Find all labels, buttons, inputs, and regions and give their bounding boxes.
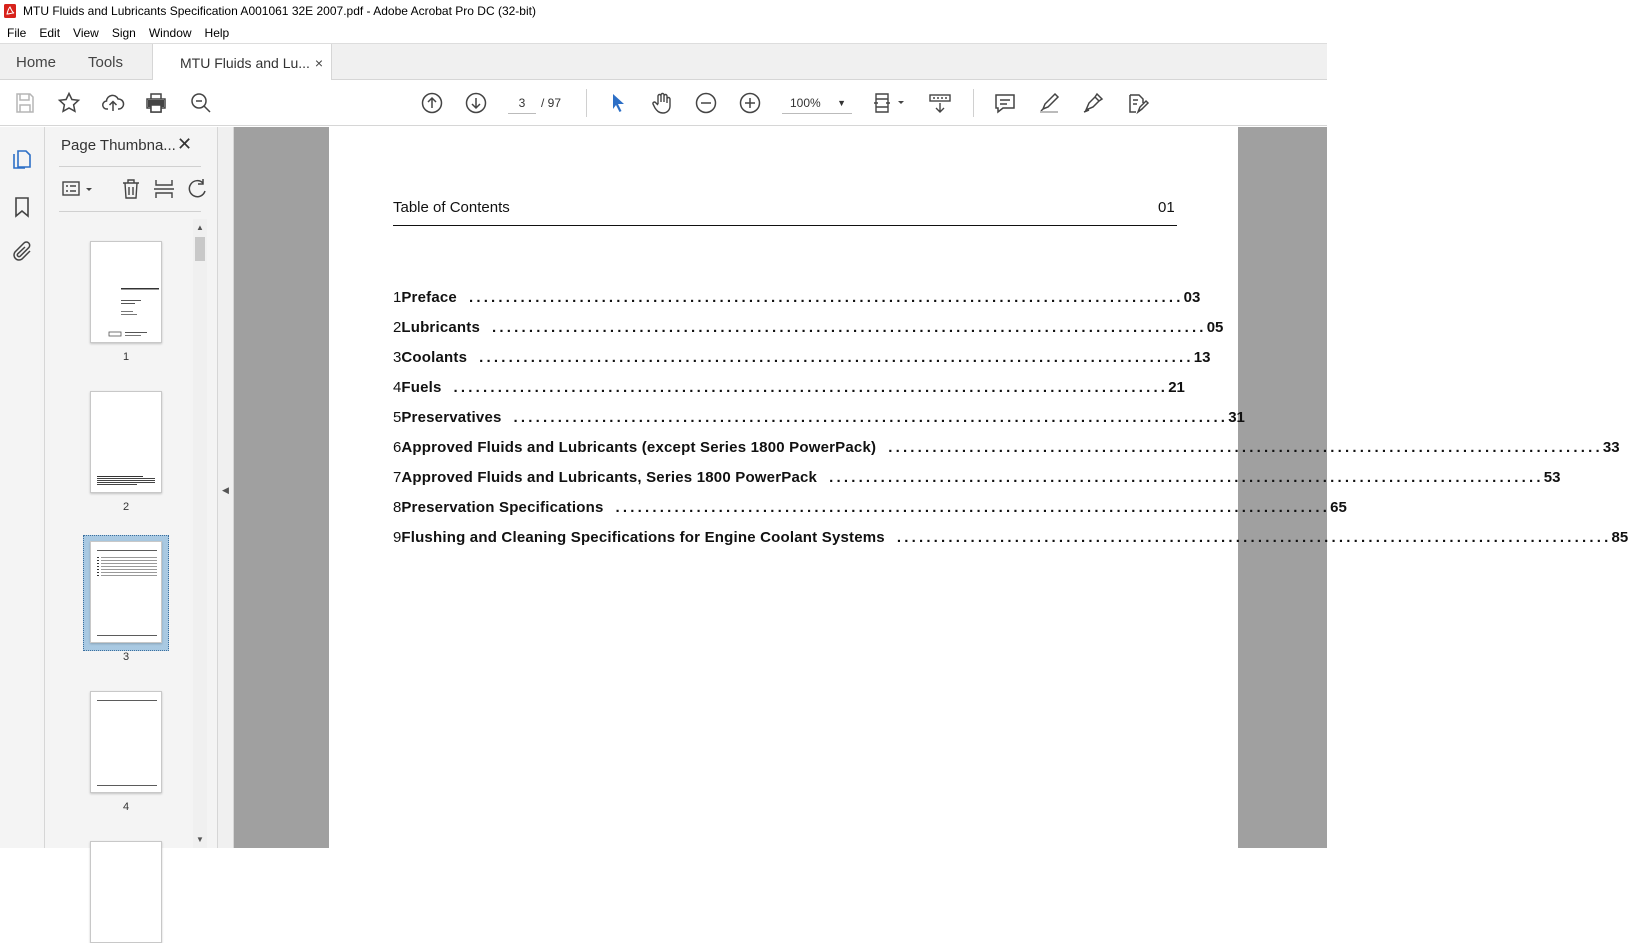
thumbnail-label: 4	[90, 801, 162, 813]
toc-title: Preservation Specifications	[401, 499, 615, 516]
toc-entry[interactable]	[393, 319, 1177, 339]
thumbnail-scrollbar[interactable]	[193, 219, 207, 848]
page-header-number: 01	[1158, 199, 1175, 216]
page-fit-icon[interactable]	[872, 91, 908, 115]
menu-bar	[0, 22, 1327, 43]
toc-page: 31	[1228, 409, 1245, 426]
toc-leader-dots: .................................................................................................	[469, 289, 1184, 306]
rotate-page-icon[interactable]	[185, 177, 209, 201]
hand-tool-icon[interactable]	[650, 91, 674, 115]
collapse-panel-icon[interactable]: ◀	[222, 485, 229, 496]
menu-view[interactable]: View	[66, 26, 105, 40]
toc-leader-dots: .................................................................................................	[897, 529, 1612, 546]
page-thumbnails-panel	[45, 127, 217, 848]
thumbnail-label: 3	[90, 651, 162, 663]
menu-file[interactable]: File	[0, 26, 32, 40]
scrollbar-thumb[interactable]	[195, 237, 205, 261]
toc-page: 03	[1184, 289, 1201, 306]
tab-home[interactable]: Home	[16, 44, 56, 80]
bookmark-star-icon[interactable]	[57, 91, 81, 115]
zoom-out-icon[interactable]	[694, 91, 718, 115]
toc-entry[interactable]	[393, 379, 1177, 399]
toc-entry[interactable]	[393, 349, 1177, 369]
highlight-pen-icon[interactable]	[1037, 91, 1061, 115]
pdf-page	[329, 127, 1238, 848]
toc-title: Coolants	[401, 349, 479, 366]
toc-number: 3	[393, 349, 401, 366]
page-thumbnail-5[interactable]	[90, 841, 162, 943]
title-bar	[0, 0, 1327, 22]
tab-document[interactable]	[152, 44, 332, 81]
attachments-paperclip-icon[interactable]	[10, 240, 34, 264]
zoom-in-icon[interactable]	[738, 91, 762, 115]
toc-leader-dots: .................................................................................................	[888, 439, 1603, 456]
toc-page: 33	[1603, 439, 1620, 456]
zoom-level-select[interactable]	[782, 92, 852, 114]
tab-document-label: MTU Fluids and Lu...	[180, 55, 310, 71]
comment-icon[interactable]	[993, 91, 1017, 115]
toc-page: 05	[1207, 319, 1224, 336]
toc-number: 8	[393, 499, 401, 516]
toc-number: 7	[393, 469, 401, 486]
toolbar-divider	[973, 89, 974, 117]
toc-entry[interactable]	[393, 289, 1177, 309]
document-viewer	[234, 127, 1327, 848]
toc-page: 13	[1194, 349, 1211, 366]
toc-leader-dots: .................................................................................................	[492, 319, 1207, 336]
extract-pages-icon[interactable]	[152, 177, 176, 201]
menu-sign[interactable]: Sign	[105, 26, 142, 40]
toc-title: Preface	[401, 289, 469, 306]
toc-entry[interactable]	[393, 409, 1177, 429]
select-cursor-icon[interactable]	[606, 91, 630, 115]
header-rule	[393, 225, 1177, 226]
toc-entry[interactable]	[393, 439, 1177, 459]
save-icon[interactable]	[13, 91, 37, 115]
acrobat-pdf-icon	[3, 4, 17, 18]
toc-title: Approved Fluids and Lubricants (except Series 1800 PowerPack)	[401, 439, 888, 456]
toc-page: 85	[1612, 529, 1628, 546]
toolbar-divider	[586, 89, 587, 117]
menu-window[interactable]: Window	[142, 26, 198, 40]
toc-page: 65	[1330, 499, 1347, 516]
page-header-title: Table of Contents	[393, 199, 510, 216]
toolbar	[0, 80, 1327, 126]
page-thumbnail-2[interactable]	[90, 391, 162, 493]
toc-leader-dots: .................................................................................................	[829, 469, 1544, 486]
chevron-down-icon: ▼	[837, 92, 846, 114]
panel-divider	[59, 211, 201, 212]
toc-entry[interactable]	[393, 499, 1177, 519]
thumbnail-2-preview	[91, 392, 163, 494]
scroll-mode-icon[interactable]	[928, 91, 952, 115]
toc-number: 4	[393, 379, 401, 396]
panel-divider	[59, 166, 201, 167]
zoom-level-value: 100%	[790, 96, 821, 110]
page-number-input[interactable]: 3	[508, 92, 536, 114]
window-title: MTU Fluids and Lubricants Specification A001061 32E 2007.pdf - Adobe Acrobat Pro DC (32-bit)	[23, 4, 536, 18]
menu-help[interactable]: Help	[198, 26, 236, 40]
toc-number: 1	[393, 289, 401, 306]
thumbnail-label: 2	[90, 501, 162, 513]
toc-entry[interactable]	[393, 529, 1177, 549]
delete-page-trash-icon[interactable]	[119, 177, 143, 201]
panel-splitter[interactable]	[217, 127, 234, 848]
thumbnail-4-preview	[91, 692, 163, 794]
toc-title: Fuels	[401, 379, 453, 396]
toc-entry[interactable]	[393, 469, 1177, 489]
next-page-icon[interactable]	[464, 91, 488, 115]
thumbnail-1-preview	[91, 242, 163, 344]
upload-cloud-icon[interactable]	[101, 91, 125, 115]
toc-title: Flushing and Cleaning Specifications for Engine Coolant Systems	[401, 529, 897, 546]
sign-pen-icon[interactable]	[1081, 91, 1105, 115]
print-icon[interactable]	[144, 91, 168, 115]
previous-page-icon[interactable]	[420, 91, 444, 115]
toc-leader-dots: .................................................................................................	[479, 349, 1194, 366]
tab-bar	[0, 43, 1327, 80]
menu-edit[interactable]: Edit	[32, 26, 66, 40]
toc-title: Approved Fluids and Lubricants, Series 1800 PowerPack	[401, 469, 829, 486]
close-tab-icon[interactable]: ×	[315, 55, 323, 71]
scroll-up-icon[interactable]: ▲	[196, 223, 204, 232]
thumbnail-3-preview	[91, 542, 163, 644]
toc-leader-dots: .................................................................................................	[514, 409, 1229, 426]
toc-page: 21	[1168, 379, 1185, 396]
thumbnail-label: 1	[90, 351, 162, 363]
toc-number: 5	[393, 409, 401, 426]
toc-page: 53	[1544, 469, 1561, 486]
close-panel-icon[interactable]: ✕	[177, 134, 192, 155]
toc-number: 2	[393, 319, 401, 336]
toc-title: Preservatives	[401, 409, 513, 426]
toc-number: 9	[393, 529, 401, 546]
page-thumbnails-icon[interactable]	[10, 147, 34, 171]
scroll-down-icon[interactable]: ▼	[196, 835, 204, 844]
page-total: / 97	[541, 92, 561, 114]
navigation-rail	[0, 127, 45, 848]
page-thumbnail-3[interactable]	[90, 541, 162, 643]
toc-leader-dots: .................................................................................................	[454, 379, 1169, 396]
search-zoom-icon[interactable]	[189, 91, 213, 115]
page-thumbnail-4[interactable]	[90, 691, 162, 793]
thumbnail-options-icon[interactable]	[61, 177, 95, 201]
page-thumbnail-1[interactable]	[90, 241, 162, 343]
fill-sign-icon[interactable]	[1125, 91, 1149, 115]
tab-tools[interactable]: Tools	[88, 44, 123, 80]
panel-title: Page Thumbna...	[61, 137, 176, 154]
bookmarks-icon[interactable]	[10, 195, 34, 219]
toc-title: Lubricants	[401, 319, 492, 336]
toc-leader-dots: .................................................................................................	[616, 499, 1331, 516]
toc-number: 6	[393, 439, 401, 456]
